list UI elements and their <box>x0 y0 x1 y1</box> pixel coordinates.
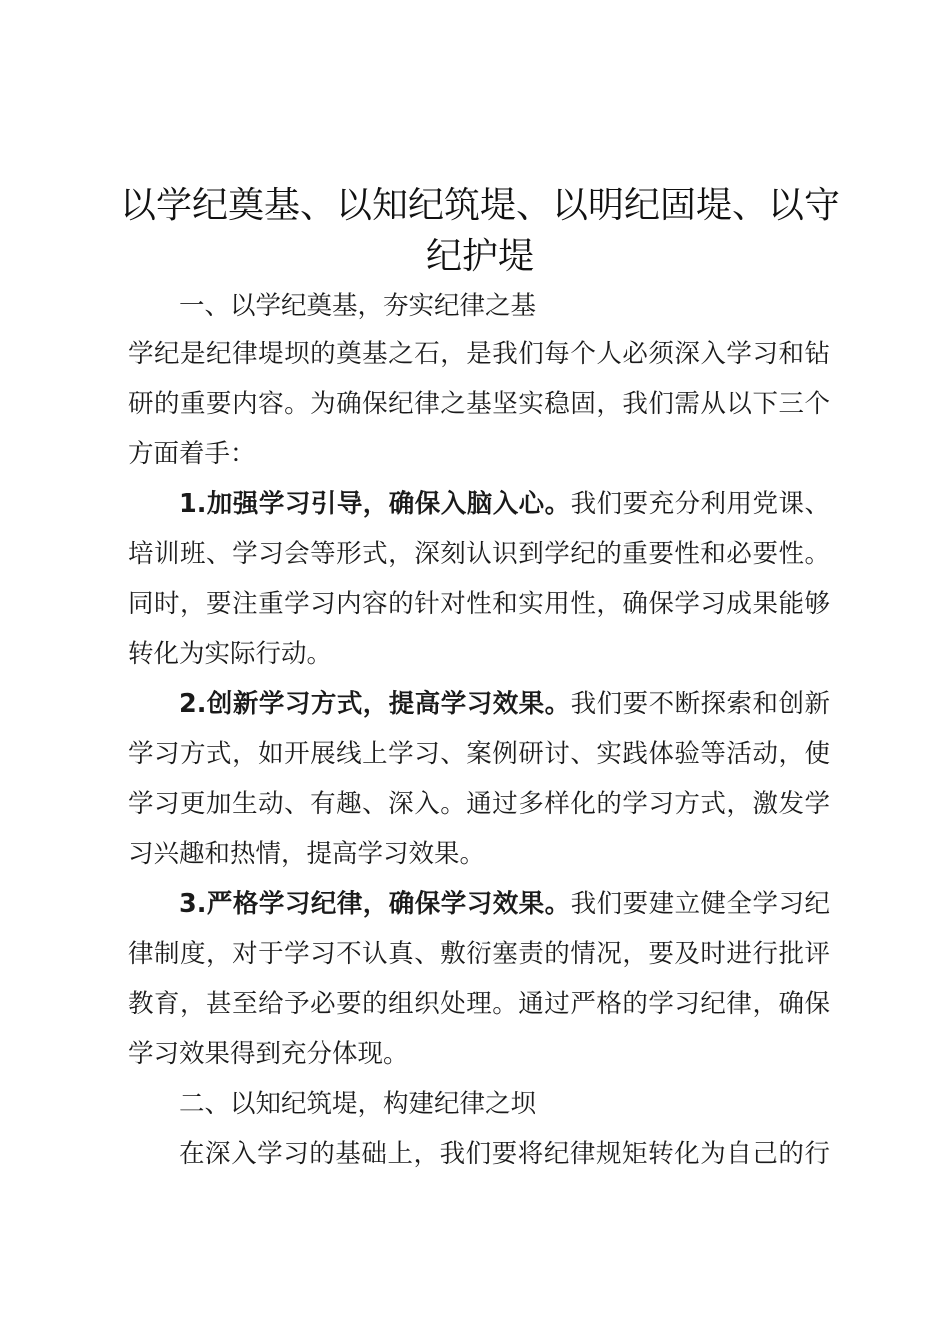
item-1-lead-rest: 我们要充分利用党课、 <box>570 489 830 519</box>
item-3-lead-rest: 我们要建立健全学习纪 <box>570 889 830 919</box>
item-3-line-3: 教育，甚至给予必要的组织处理。通过严格的学习纪律，确保 <box>128 989 830 1019</box>
item-1-line-4: 转化为实际行动。 <box>128 639 333 669</box>
item-2-line-1 <box>179 679 830 729</box>
section-1-heading: 一、以学纪奠基，夯实纪律之基 <box>179 291 537 321</box>
item-1-line-2: 培训班、学习会等形式，深刻认识到学纪的重要性和必要性。 <box>128 539 830 569</box>
item-2-lead-rest: 我们要不断探索和创新 <box>570 689 830 719</box>
intro-line-3: 方面着手： <box>128 439 256 469</box>
item-3-line-4: 学习效果得到充分体现。 <box>128 1039 409 1069</box>
item-3-line-1 <box>179 879 830 929</box>
document-title-line-1: 以学纪奠基、以知纪筑堤、以明纪固堤、以守 <box>119 185 840 226</box>
item-3-lead: 3.严格学习纪律，确保学习效果。 <box>179 889 571 919</box>
section-2-line-1: 在深入学习的基础上，我们要将纪律规矩转化为自己的行 <box>179 1139 830 1169</box>
intro-line-2: 研的重要内容。为确保纪律之基坚实稳固，我们需从以下三个 <box>128 389 830 419</box>
item-1-line-1 <box>179 479 830 529</box>
item-2-lead: 2.创新学习方式，提高学习效果。 <box>179 689 571 719</box>
item-1-line-3: 同时，要注重学习内容的针对性和实用性，确保学习成果能够 <box>128 589 830 619</box>
item-2-line-3: 学习更加生动、有趣、深入。通过多样化的学习方式，激发学 <box>128 789 830 819</box>
intro-line-1: 学纪是纪律堤坝的奠基之石，是我们每个人必须深入学习和钻 <box>128 339 830 369</box>
item-2-line-2: 学习方式，如开展线上学习、案例研讨、实践体验等活动，使 <box>128 739 830 769</box>
item-3-line-2: 律制度，对于学习不认真、敷衍塞责的情况，要及时进行批评 <box>128 939 830 969</box>
section-2-heading: 二、以知纪筑堤，构建纪律之坝 <box>179 1089 537 1119</box>
document-title-line-2: 纪护堤 <box>425 236 534 277</box>
item-1-lead: 1.加强学习引导，确保入脑入心。 <box>179 489 571 519</box>
item-2-line-4: 习兴趣和热情，提高学习效果。 <box>128 839 486 869</box>
